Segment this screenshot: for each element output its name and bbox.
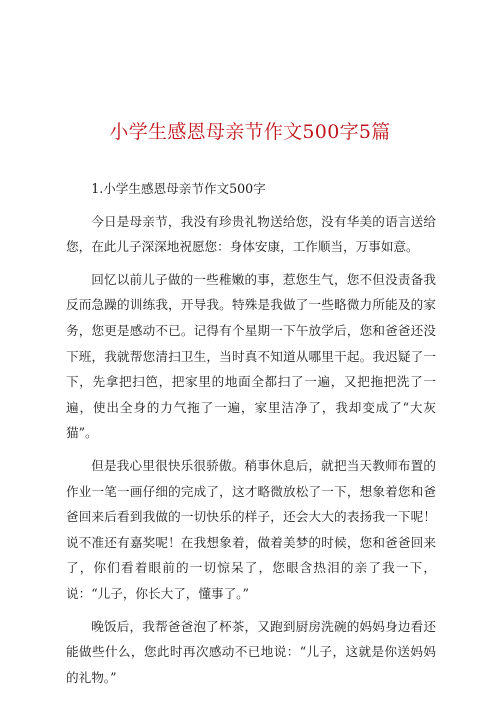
document-body bbox=[66, 176, 436, 697]
paragraph: 今日是母亲节，我没有珍贵礼物送给您，没有华美的语言送给您，在此儿子深深地祝愿您：身体安康，工作顺当，万事如意。 bbox=[66, 213, 436, 255]
paragraph: 晚饭后，我帮爸爸泡了杯茶，又跑到厨房洗碗的妈妈身边看还能做些什么，您此时再次感动不已地说：“儿子，这就是你送妈妈的礼物。” bbox=[66, 618, 436, 685]
paragraph: 回忆以前儿子做的一些稚嫩的事，惹您生气，您不但没责备我反而急躁的训练我，开导我。特殊是我做了一些略微力所能及的家务，您更是感动不已。记得有个星期一下午放学后，您和爸爸还没下班，我就帮您清扫卫生，当时真不知道从哪里干起。我迟疑了一下，先拿把扫笆，把家里的地面全都扫了一遍，又把拖把洗了一遍，使出全身的力气拖了一遍，家里洁净了，我却变成了“大灰猫”。 bbox=[66, 271, 436, 441]
document-title: 小学生感恩母亲节作文500字5篇 bbox=[109, 120, 391, 143]
paragraph: 但是我心里很快乐很骄傲。稍事休息后，就把当天教师布置的作业一笔一画仔细的完成了，这才略微放松了一下，想象着您和爸爸回来后看到我做的一切快乐的样子，还会大大的表扬我一下呢！说不准还有嘉奖呢！在我想象着，做着美梦的时候，您和爸爸回来了，你们看着眼前的一切惊呆了，您眼含热泪的亲了我一下，说：“儿子，你长大了，懂事了。” bbox=[66, 457, 436, 601]
section-heading: 1.小学生感恩母亲节作文500字 bbox=[91, 181, 266, 196]
